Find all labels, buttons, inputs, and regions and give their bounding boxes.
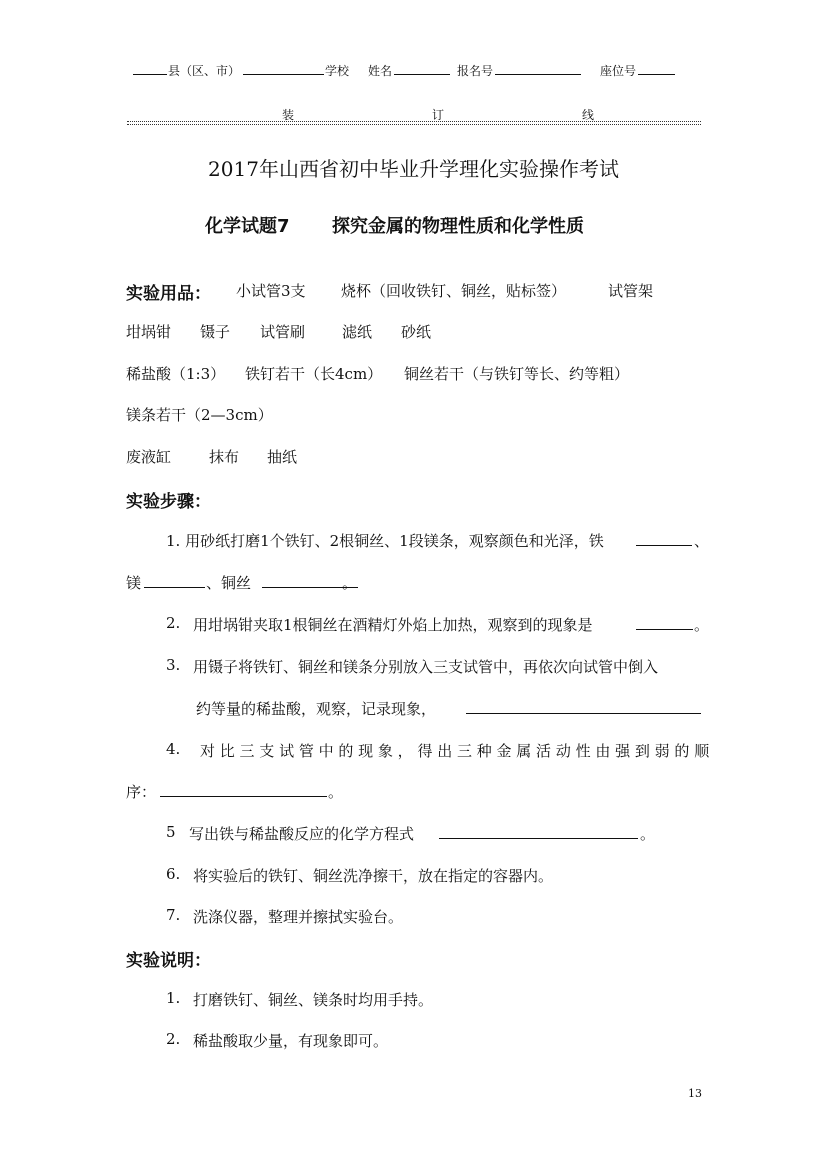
step-2-blank[interactable] [636,615,693,630]
step-1-iron-blank[interactable] [636,531,692,546]
steps-heading: 实验步骤： [126,492,211,512]
step-5-num: 5 [166,823,176,841]
note-2-text: 稀盐酸取少量，有现象即可。 [193,1032,389,1050]
note-1-text: 打磨铁钉、铜丝、镁条时均用手持。 [193,991,434,1009]
binding-dotted-line-2 [127,124,701,125]
material-item: 滤纸 [342,323,373,341]
step-4-cont: 序： [126,783,157,801]
step-3-text: 用镊子将铁钉、铜丝和镁条分别放入三支试管中，再依次向试管中倒入 [193,658,659,676]
step-3-cont: 约等量的稀盐酸，观察，记录现象， [196,700,437,718]
material-item: 铁钉若干（长4cm） [245,365,383,383]
reg-blank[interactable] [495,60,581,75]
seat-blank[interactable] [638,60,675,75]
step-5-end: 。 [640,825,656,843]
materials-heading: 实验用品： [126,284,211,304]
step-2-text: 用坩埚钳夹取1根铜丝在酒精灯外焰上加热，观察到的现象是 [193,616,593,634]
step-6-num: 6. [166,865,181,883]
county-label: 县（区、市） [168,64,241,78]
step-4-num: 4. [166,740,181,758]
material-item: 镊子 [200,323,231,341]
step-1-end: 。 [342,574,358,592]
step-5-text: 写出铁与稀盐酸反应的化学方程式 [189,825,415,843]
step-1-mg-label: 镁 [126,574,142,592]
step-1-mg-blank[interactable] [144,573,205,588]
exam-topic: 探究金属的物理性质和化学性质 [332,216,584,237]
material-item: 铜丝若干（与铁钉等长、约等粗） [404,365,630,383]
material-item: 镁条若干（2—3cm） [126,406,273,424]
note-1-num: 1. [166,989,181,1007]
step-1-cu-label: 、铜丝 [206,574,252,592]
page-number: 13 [688,1087,702,1100]
step-4-blank[interactable] [160,782,327,797]
step-4-end: 。 [328,783,344,801]
step-6-text: 将实验后的铁钉、铜丝洗净擦干，放在指定的容器内。 [193,867,554,885]
step-2-end: 。 [694,616,710,634]
step-7-num: 7. [166,906,181,924]
material-item: 试管架 [608,282,654,300]
material-item: 烧杯（回收铁钉、铜丝，贴标签） [341,282,567,300]
step-2-num: 2. [166,614,181,632]
material-item: 抽纸 [267,448,298,466]
material-item: 稀盐酸（1:3） [126,365,226,383]
material-item: 坩埚钳 [126,323,172,341]
school-label: 学校 [325,64,350,78]
county-blank[interactable] [133,60,167,75]
step-1-sep: 、 [694,532,710,550]
page-title: 2017年山西省初中毕业升学理化实验操作考试 [208,157,619,181]
step-3-blank[interactable] [466,699,701,714]
step-1-text: 1. 用砂纸打磨1个铁钉、2根铜丝、1段镁条，观察颜色和光泽，铁 [166,532,604,550]
binding-xian: 线 [582,108,595,122]
school-blank[interactable] [243,60,324,75]
exam-code: 化学试题7 [205,216,290,237]
name-blank[interactable] [394,60,450,75]
step-3-num: 3. [166,656,181,674]
notes-heading: 实验说明： [126,951,211,971]
material-item: 抹布 [209,448,240,466]
step-7-text: 洗涤仪器，整理并擦拭实验台。 [193,908,404,926]
seat-label: 座位号 [600,64,637,78]
name-label: 姓名 [368,64,393,78]
note-2-num: 2. [166,1030,181,1048]
material-item: 试管刷 [260,323,306,341]
step-4-text: 对 比 三 支 试 管 中 的 现 象 ， 得 出 三 种 金 属 活 动 性 由 强 到 弱 的 顺 [200,742,710,760]
material-item: 废液缸 [126,448,172,466]
binding-zhuang: 装 [282,108,295,122]
binding-dotted-line [127,121,701,122]
material-item: 砂纸 [401,323,432,341]
material-item: 小试管3支 [236,282,306,300]
binding-ding: 订 [432,108,445,122]
reg-label: 报名号 [457,64,494,78]
step-5-blank[interactable] [439,824,638,839]
